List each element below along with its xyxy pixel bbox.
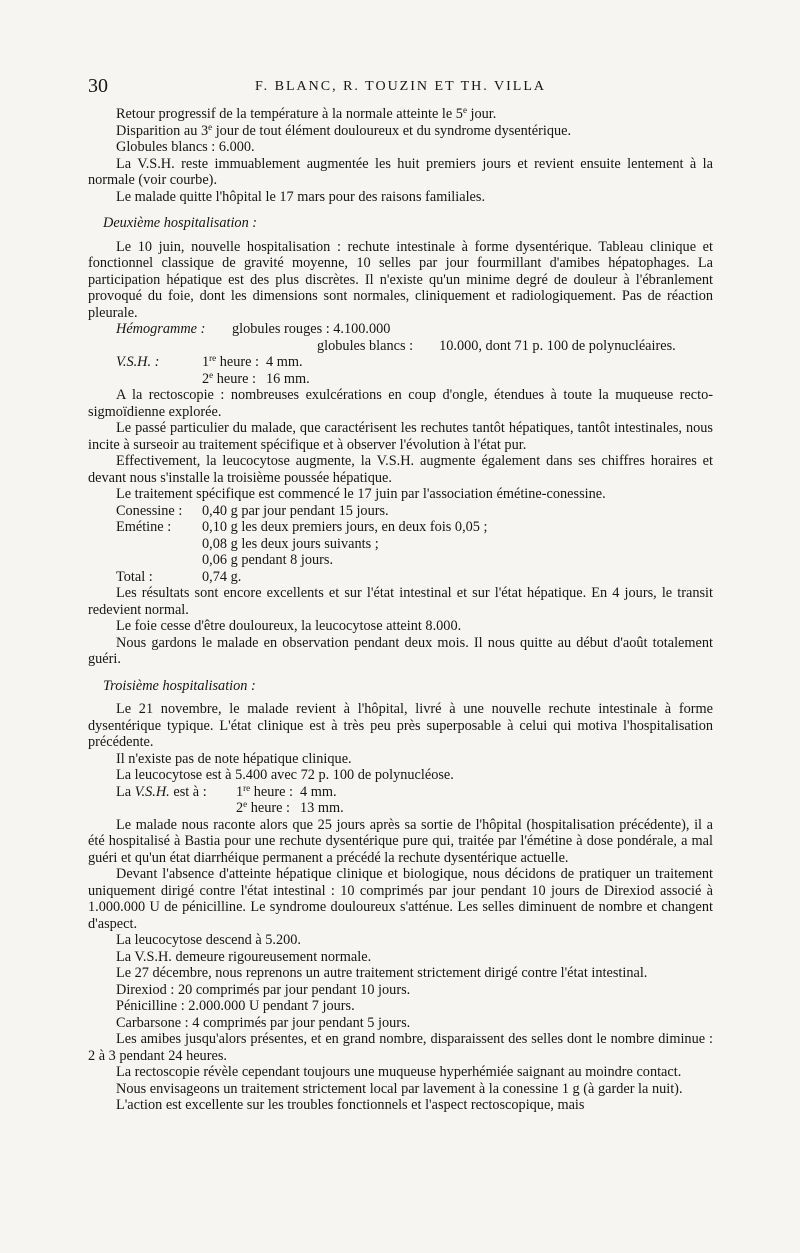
vsh3-value-2: 13 mm.: [300, 800, 344, 816]
vsh3-hour-1: 1re heure :: [236, 782, 294, 800]
emetine-row: [88, 519, 713, 536]
conessine-value: 0,40 g par jour pendant 15 jours.: [202, 502, 389, 519]
hemogram-red-cells: globules rouges : 4.100.000: [232, 321, 391, 337]
hemogram-white-label: globules blancs :: [317, 337, 414, 354]
paragraph: A la rectoscopie : nombreuses exulcérations en coup d'ongle, étendues à toute la muqueuse recto-sigmoïdienne explorée.: [88, 387, 713, 420]
vsh3-suffix: est à :: [173, 783, 207, 800]
vsh-row-1: [88, 354, 713, 371]
page-number: 30: [88, 75, 108, 97]
vsh-row-2: [88, 371, 713, 388]
conessine-label: Conessine :: [116, 502, 183, 519]
paragraph: Il n'existe pas de note hépatique clinique.: [116, 750, 352, 767]
section-heading-third: Troisième hospitalisation :: [103, 677, 256, 694]
vsh3-row-2: [88, 800, 713, 817]
paragraph: La rectoscopie révèle cependant toujours une muqueuse hyperhémiée saignant au moindre contact.: [116, 1064, 682, 1080]
paragraph: Les résultats sont encore excellents et sur l'état intestinal et sur l'état hépatique. En 4 jours, le transit redevient normal.: [88, 585, 713, 618]
paragraph: Le passé particulier du malade, que caractérisent les rechutes tantôt hépatiques, tantôt intestinales, nous incite à surseoir au traitement spécifique et à observer l'évolution à l'état pur.: [88, 420, 713, 453]
article-body: [88, 106, 713, 1114]
hemogram-label: Hémogramme :: [116, 321, 206, 337]
paragraph: Le 27 décembre, nous reprenons un autre traitement strictement dirigé contre l'état intestinal.: [116, 965, 648, 981]
paragraph: Disparition au 3e jour de tout élément douloureux et du syndrome dysentérique.: [116, 121, 572, 139]
vsh3-row-1: [88, 784, 713, 801]
paragraph: Le 10 juin, nouvelle hospitalisation : rechute intestinale à forme dysentérique. Tableau clinique et fonctionnel classique de gravité moyenne, 10 selles par jour fourmillant d'amibes hépatophages. La participation hépatique est des plus discrètes. Il n'existe qu'un minime degré de douleur à l'ébranlement provoqué du foie, dont les dimensions sont normales, cliniquement et radiologiquement. Pas de réaction pleurale.: [88, 238, 713, 321]
section-heading-second: Deuxième hospitalisation :: [103, 215, 258, 231]
paragraph: Carbarsone : 4 comprimés par jour pendant 5 jours.: [116, 1014, 411, 1031]
paragraph: Le foie cesse d'être douloureux, la leucocytose atteint 8.000.: [116, 618, 462, 634]
vsh-value-2: 16 mm.: [266, 370, 310, 387]
paragraph: L'action est excellente sur les troubles fonctionnels et l'aspect rectoscopique, mais: [116, 1097, 585, 1113]
paragraph: La V.S.H. demeure rigoureusement normale.: [116, 948, 372, 965]
emetine-line: 0,10 g les deux premiers jours, en deux fois 0,05 ;: [202, 519, 488, 535]
vsh3-value-1: 4 mm.: [300, 783, 337, 800]
total-value: 0,74 g.: [202, 568, 242, 585]
vsh-label: V.S.H. :: [116, 354, 160, 370]
paragraph: Pénicilline : 2.000.000 U pendant 7 jours.: [116, 998, 355, 1014]
vsh3-label: V.S.H.: [134, 783, 170, 800]
vsh-value-1: 4 mm.: [266, 354, 303, 370]
page-header: [88, 74, 713, 98]
emetine-row: [88, 536, 713, 553]
emetine-line: 0,06 g pendant 8 jours.: [202, 552, 334, 568]
paragraph: Retour progressif de la température à la normale atteinte le 5e jour.: [116, 105, 497, 122]
paragraph: La leucocytose descend à 5.200.: [116, 932, 301, 948]
emetine-line: 0,08 g les deux jours suivants ;: [202, 535, 379, 552]
emetine-row: [88, 552, 713, 569]
paragraph: Nous envisageons un traitement strictement local par lavement à la conessine 1 g (à garder la nuit).: [116, 1080, 683, 1097]
emetine-label: Emétine :: [116, 519, 172, 535]
paragraph: Le malade nous raconte alors que 25 jours après sa sortie de l'hôpital (hospitalisation précédente), il a été hospitalisé à Bastia pour une rechute dysentérique pure qui, traitée par l'émétine à dose pondérale, a mal guéri et qu'un état diarrhéique permanent a précédé la rechute dysentérique actuelle.: [88, 816, 713, 866]
total-label: Total :: [116, 568, 153, 585]
paragraph: Globules blancs : 6.000.: [116, 139, 255, 155]
paragraph: Direxiod : 20 comprimés par jour pendant 10 jours.: [116, 981, 411, 998]
hemogram-row: [88, 321, 713, 338]
paragraph: Effectivement, la leucocytose augmente, la V.S.H. augmente également dans ses chiffres horaires et devant nous s'installe la troisième poussée hépatique.: [88, 453, 713, 486]
paragraph: Le traitement spécifique est commencé le 17 juin par l'association émétine-conessine.: [116, 486, 606, 502]
paragraph: Devant l'absence d'atteinte hépatique clinique et biologique, nous décidons de pratiquer un traitement uniquement dirigé contre l'état intestinal : 10 comprimés par jour pendant 10 jours de Direxiod associé à 1.000.000 U de pénicilline. Le syndrome douloureux s'atténue. Les selles diminuent de nombre et changent d'aspect.: [88, 866, 713, 932]
conessine-row: [88, 503, 713, 520]
vsh3-prefix: La: [116, 783, 132, 800]
paragraph: La leucocytose est à 5.400 avec 72 p. 100 de polynucléose.: [116, 767, 454, 783]
paragraph: Les amibes jusqu'alors présentes, et en grand nombre, disparaissent des selles dont le nombre diminue : 2 à 3 pendant 24 heures.: [88, 1031, 713, 1064]
hemogram-white-row: [88, 338, 713, 355]
vsh3-hour-2: 2e heure :: [236, 799, 291, 816]
vsh-hour-1: 1re heure :: [202, 353, 260, 370]
paragraph: Nous gardons le malade en observation pendant deux mois. Il nous quitte au début d'août totalement guéri.: [88, 634, 713, 667]
hemogram-white-value: 10.000, dont 71 p. 100 de polynucléaires.: [439, 337, 676, 354]
running-title: F. BLANC, R. TOUZIN ET TH. VILLA: [254, 79, 547, 94]
paragraph: Le 21 novembre, le malade revient à l'hôpital, livré à une nouvelle rechute intestinale à forme dysentérique typique. L'état clinique est à très peu près superposable à celui qui motiva l'hospitalisation précédente.: [88, 701, 713, 750]
paragraph: Le malade quitte l'hôpital le 17 mars pour des raisons familiales.: [116, 188, 486, 205]
total-row: [88, 569, 713, 586]
vsh-hour-2: 2e heure :: [202, 369, 257, 387]
paragraph: La V.S.H. reste immuablement augmentée les huit premiers jours et revient ensuite lentement à la normale (voir courbe).: [88, 155, 713, 188]
